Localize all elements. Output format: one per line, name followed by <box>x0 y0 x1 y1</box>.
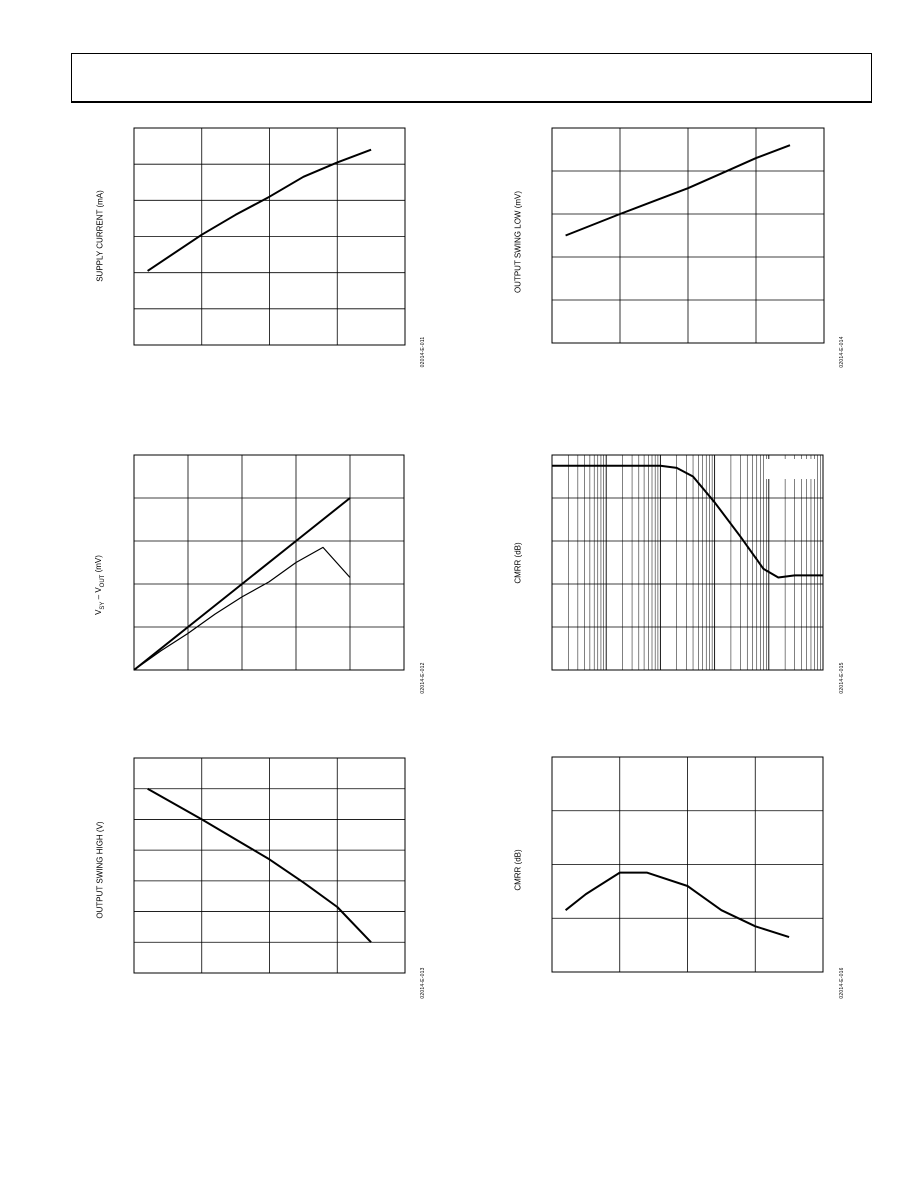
y-label-subscript: OUT <box>99 574 106 588</box>
legend-box <box>765 459 817 479</box>
grid <box>134 758 405 973</box>
y-axis-label: CMRR (dB) <box>513 849 523 891</box>
grid <box>552 455 823 670</box>
figure-code: 02014-E-011 <box>420 336 426 368</box>
y-label-subscript: SY <box>99 601 106 610</box>
figure-code: 02014-E-015 <box>839 662 845 694</box>
chart-supply-current <box>134 128 405 345</box>
chart-plot-area <box>134 128 405 345</box>
chart-output-swing-low <box>552 128 824 343</box>
figure-code: 02014-E-013 <box>420 967 426 999</box>
grid <box>134 128 405 345</box>
y-label-part: (mV) <box>94 555 104 575</box>
page-header-box <box>71 53 872 103</box>
y-label-part: – V <box>94 587 104 602</box>
figure-code: 02014-E-014 <box>839 336 845 368</box>
chart-plot-area <box>134 455 404 670</box>
plot-frame <box>552 455 823 670</box>
figure-code: 02014-E-012 <box>420 662 426 694</box>
y-axis-label <box>94 555 106 615</box>
y-axis-label: SUPPLY CURRENT (mA) <box>95 190 105 282</box>
grid <box>552 128 824 343</box>
chart-cmrr-frequency <box>552 455 823 670</box>
grid <box>552 757 823 972</box>
chart-cmrr <box>552 757 823 972</box>
y-axis-label: OUTPUT SWING LOW (mV) <box>513 190 523 294</box>
y-axis-label: OUTPUT SWING HIGH (V) <box>95 821 105 919</box>
series-line <box>552 466 823 578</box>
chart-plot-area <box>552 757 823 972</box>
y-label-part: V <box>94 609 104 615</box>
y-axis-label: CMRR (dB) <box>513 542 523 584</box>
chart-vsy-vout <box>134 455 404 670</box>
chart-plot-area <box>552 455 823 670</box>
figure-code: 02014-E-016 <box>839 967 845 999</box>
chart-plot-area <box>552 128 824 343</box>
chart-plot-area <box>134 758 405 973</box>
chart-output-swing-high <box>134 758 405 973</box>
